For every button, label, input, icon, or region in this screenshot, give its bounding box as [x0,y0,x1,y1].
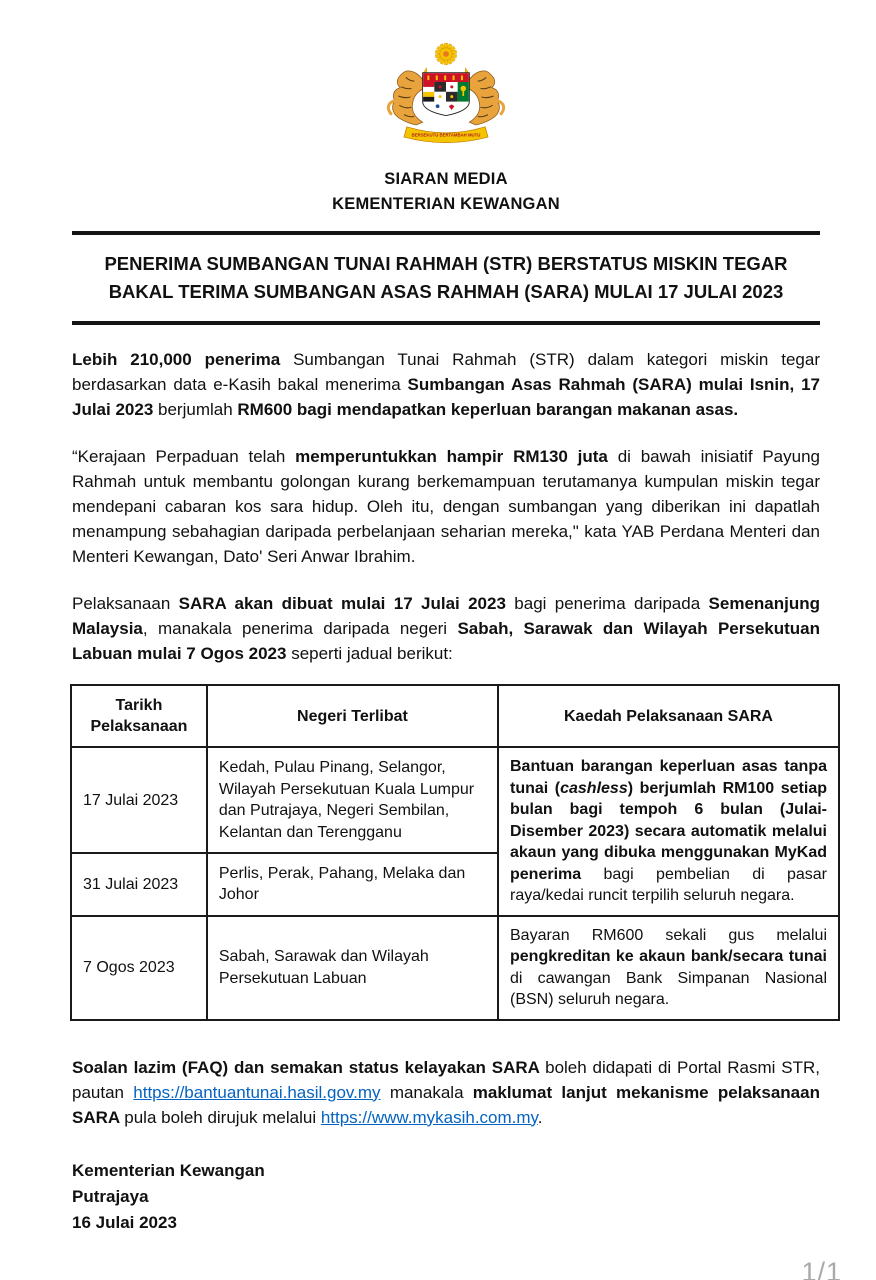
hyperlink[interactable]: https://bantuantunai.hasil.gov.my [133,1082,381,1102]
hyperlink[interactable]: https://www.mykasih.com.my [320,1107,538,1127]
page-number: 1/1 [801,1257,842,1280]
press-release-headline [72,250,820,306]
shield-icon [423,73,470,116]
paragraph-intro: Lebih 210,000 penerima Sumbangan Tunai Rahmah (STR) dalam kategori miskin tegar berdasarkan data e-Kasih bakal menerima Sumbangan Asas Rahmah (SARA) mulai Isnin, 17 Julai 2023 berjumlah RM600 bagi mendapatkan keperluan barangan makanan asas. [72,350,820,419]
paragraph-schedule: Pelaksanaan SARA akan dibuat mulai 17 Julai 2023 bagi penerima daripada Semenanjung Malaysia, manakala penerima daripada negeri Sabah, Sarawak dan Wilayah Persekutuan Labuan mulai 7 Ogos 2023 seperti jadual berikut: [72,594,821,663]
title-siaran-media: SIARAN MEDIA [384,170,508,188]
malaysia-coat-of-arms-logo [380,40,512,152]
signature-ministry: Kementerian Kewangan [72,1160,265,1180]
signature-block [72,1158,820,1236]
cell-states-1: Kedah, Pulau Pinang, Selangor, Wilayah Persekutuan Kuala Lumpur dan Putrajaya, Negeri Sembilan, Kelantan dan Terengganu [207,747,498,853]
signature-city: Putrajaya [72,1186,149,1206]
motto-text: BERSEKUTU BERTAMBAH MUTU [411,132,481,138]
implementation-schedule-table [70,684,840,1021]
cell-date-1: 17 Julai 2023 [71,747,207,853]
horizontal-rule-top [72,231,820,235]
cell-states-3: Sabah, Sarawak dan Wilayah Persekutuan Labuan [207,916,498,1020]
cell-method-merged: Bantuan barangan keperluan asas tanpa tunai (cashless) berjumlah RM100 setiap bulan bagi tempoh 6 bulan (Julai-Disember 2023) secara automatik melalui akaun yang dibuka menggunakan MyKad penerima bagi pembelian di pasar raya/kedai runcit terpilih seluruh negara. [498,747,839,916]
cell-date-2: 31 Julai 2023 [71,853,207,915]
horizontal-rule-bottom [72,321,820,325]
tiger-right-icon [467,71,503,125]
motto-banner [404,127,488,143]
paragraph-quote: “Kerajaan Perpaduan telah memperuntukkan hampir RM130 juta di bawah inisiatif Payung Rahmah untuk membantu golongan kurang berkemampuan terutamanya kumpulan miskin tegar mendepani cabaran kos sara hidup. Oleh itu, dengan sumbangan yang diberikan ini dapatlah menampung sebahagian daripada perbelanjaan seharian mereka," kata YAB Perdana Menteri dan Menteri Kewangan, Dato' Seri Anwar Ibrahim. [72,447,820,566]
logo-container [72,0,820,157]
title-kementerian: KEMENTERIAN KEWANGAN [332,195,560,213]
header-negeri: Negeri Terlibat [207,685,498,747]
paragraph-faq-links: Soalan lazim (FAQ) dan semakan status kelayakan SARA boleh didapati di Portal Rasmi STR, pautan https://bantuantunai.hasil.gov.my manakala maklumat lanjut mekanisme pelaksanaan SARA pula boleh dirujuk melalui https://www.mykasih.com.my. [72,1057,820,1127]
table-header-row [71,685,839,747]
header-kaedah: Kaedah Pelaksanaan SARA [498,685,839,747]
cell-states-2: Perlis, Perak, Pahang, Melaka dan Johor [207,853,498,915]
table-row [71,916,839,1020]
table-row [71,747,839,853]
headline-line-2: BAKAL TERIMA SUMBANGAN ASAS RAHMAH (SARA) MULAI 17 JULAI 2023 [108,281,784,302]
header-tarikh: Tarikh Pelaksanaan [71,685,207,747]
tiger-left-icon [388,71,424,125]
document-title [72,167,820,217]
cell-method-3: Bayaran RM600 sekali gus melalui pengkreditan ke akaun bank/secara tunai di cawangan Bank Simpanan Nasional (BSN) seluruh negara. [498,916,839,1020]
signature-date: 16 Julai 2023 [72,1212,177,1232]
star-icon [435,43,457,64]
cell-date-3: 7 Ogos 2023 [71,916,207,1020]
headline-line-1: PENERIMA SUMBANGAN TUNAI RAHMAH (STR) BERSTATUS MISKIN TEGAR [104,253,788,274]
